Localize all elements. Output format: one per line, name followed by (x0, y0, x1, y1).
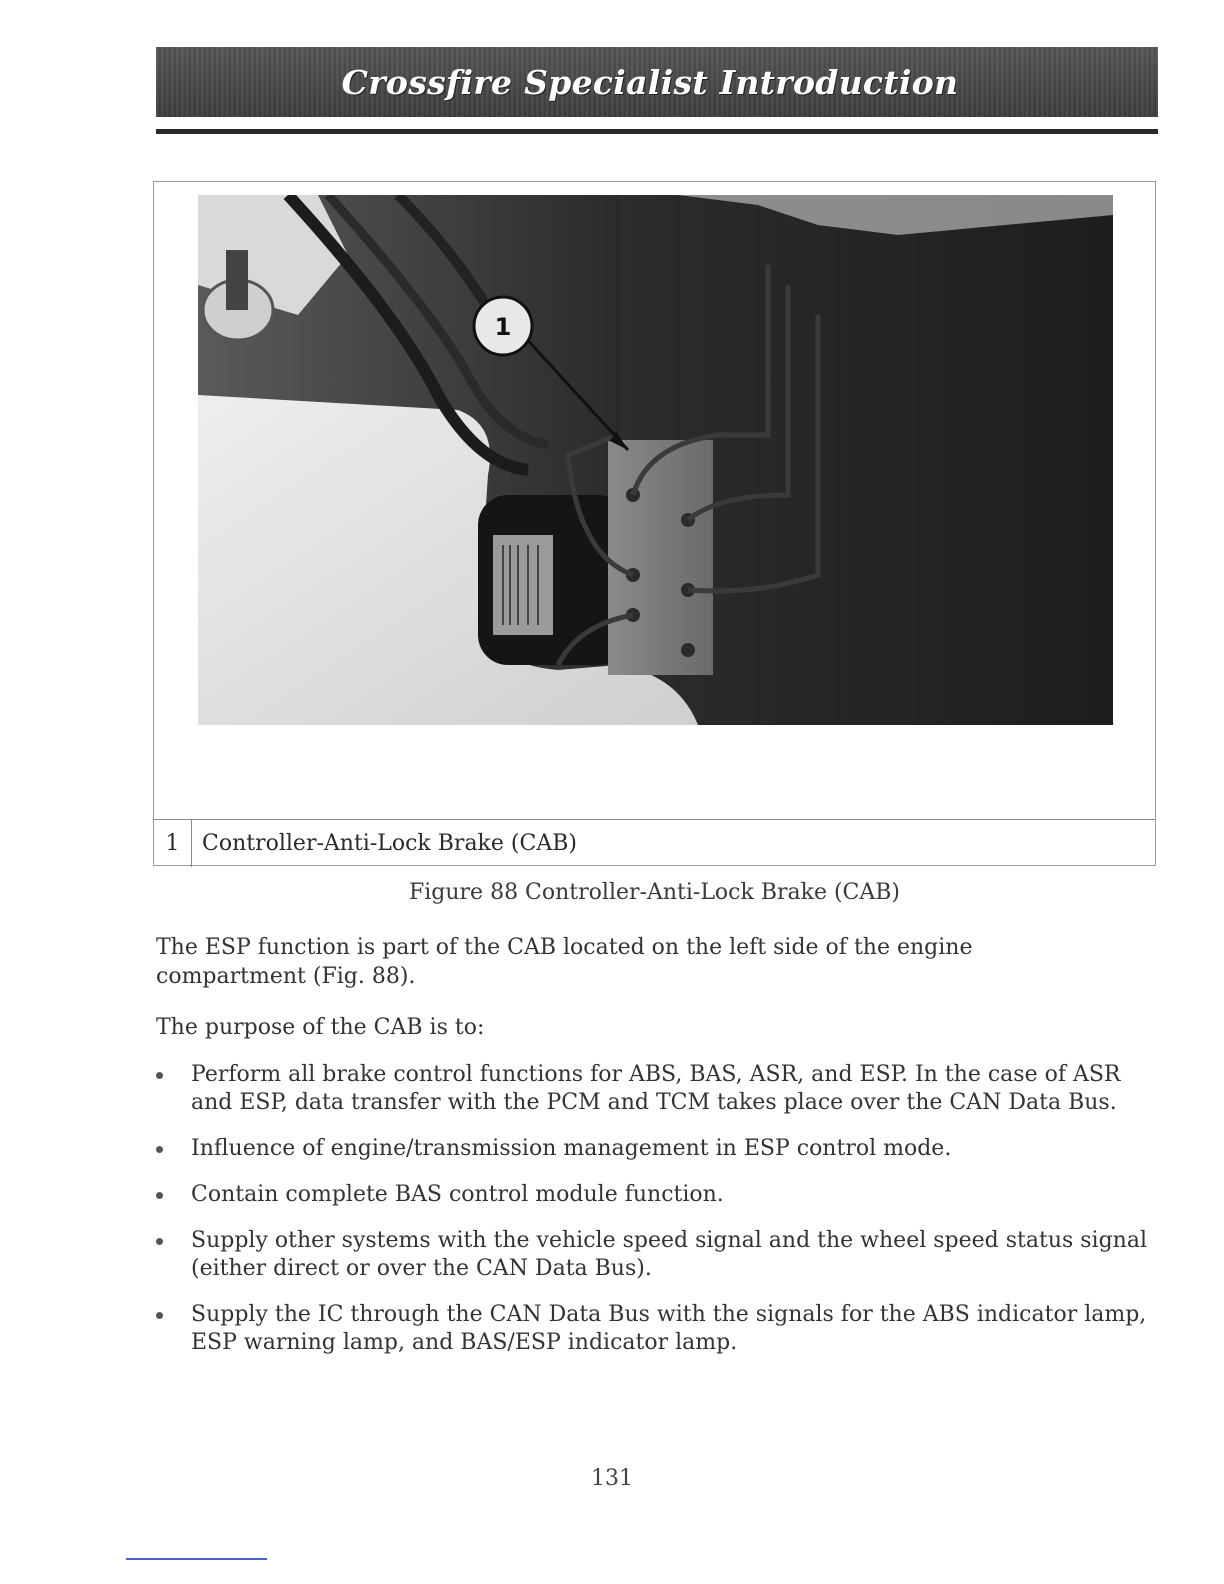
figure-frame (153, 181, 1156, 866)
footer-rule (126, 1558, 267, 1560)
legend-number: 1 (154, 820, 192, 867)
bullet-icon (156, 1072, 163, 1079)
list-item-text: Perform all brake control functions for ABS, BAS, ASR, and ESP. In the case of ASR and ESP, data transfer with the PCM and TCM takes place over the CAN Data Bus. (191, 1062, 1121, 1115)
hydraulic-block (608, 440, 713, 675)
bullet-icon (156, 1238, 163, 1245)
list-item (156, 1181, 1156, 1209)
list-item-text: Supply the IC through the CAN Data Bus with the signals for the ABS indicator lamp, ESP warning lamp, and BAS/ESP indicator lamp. (191, 1302, 1147, 1355)
legend-row (154, 819, 1155, 867)
bullet-icon (156, 1146, 163, 1153)
page-number: 131 (591, 1466, 633, 1491)
list-item-text: Contain complete BAS control module function. (191, 1182, 724, 1207)
list-item (156, 1135, 1156, 1163)
purpose-list (156, 1061, 1156, 1375)
header-banner (156, 47, 1158, 117)
paragraph-1: The ESP function is part of the CAB located on the left side of the engine compartment (Fig. 88). (156, 935, 973, 989)
legend-label: Controller-Anti-Lock Brake (CAB) (202, 831, 577, 856)
bullet-icon (156, 1312, 163, 1319)
paragraph-2: The purpose of the CAB is to: (156, 1015, 485, 1040)
callout-number: 1 (494, 313, 512, 341)
page-title: Crossfire Specialist Introduction (341, 62, 959, 102)
list-item (156, 1061, 1156, 1117)
header-rule (156, 129, 1158, 134)
abs-module-photo (198, 195, 1113, 725)
bullet-icon (156, 1192, 163, 1199)
figure-caption: Figure 88 Controller-Anti-Lock Brake (CAB) (408, 880, 901, 905)
list-item (156, 1227, 1156, 1283)
list-item (156, 1301, 1156, 1357)
strut-bolt (226, 250, 248, 310)
list-item-text: Influence of engine/transmission management in ESP control mode. (191, 1136, 952, 1161)
list-item-text: Supply other systems with the vehicle speed signal and the wheel speed status signal (either direct or over the CAN Data Bus). (191, 1228, 1148, 1281)
